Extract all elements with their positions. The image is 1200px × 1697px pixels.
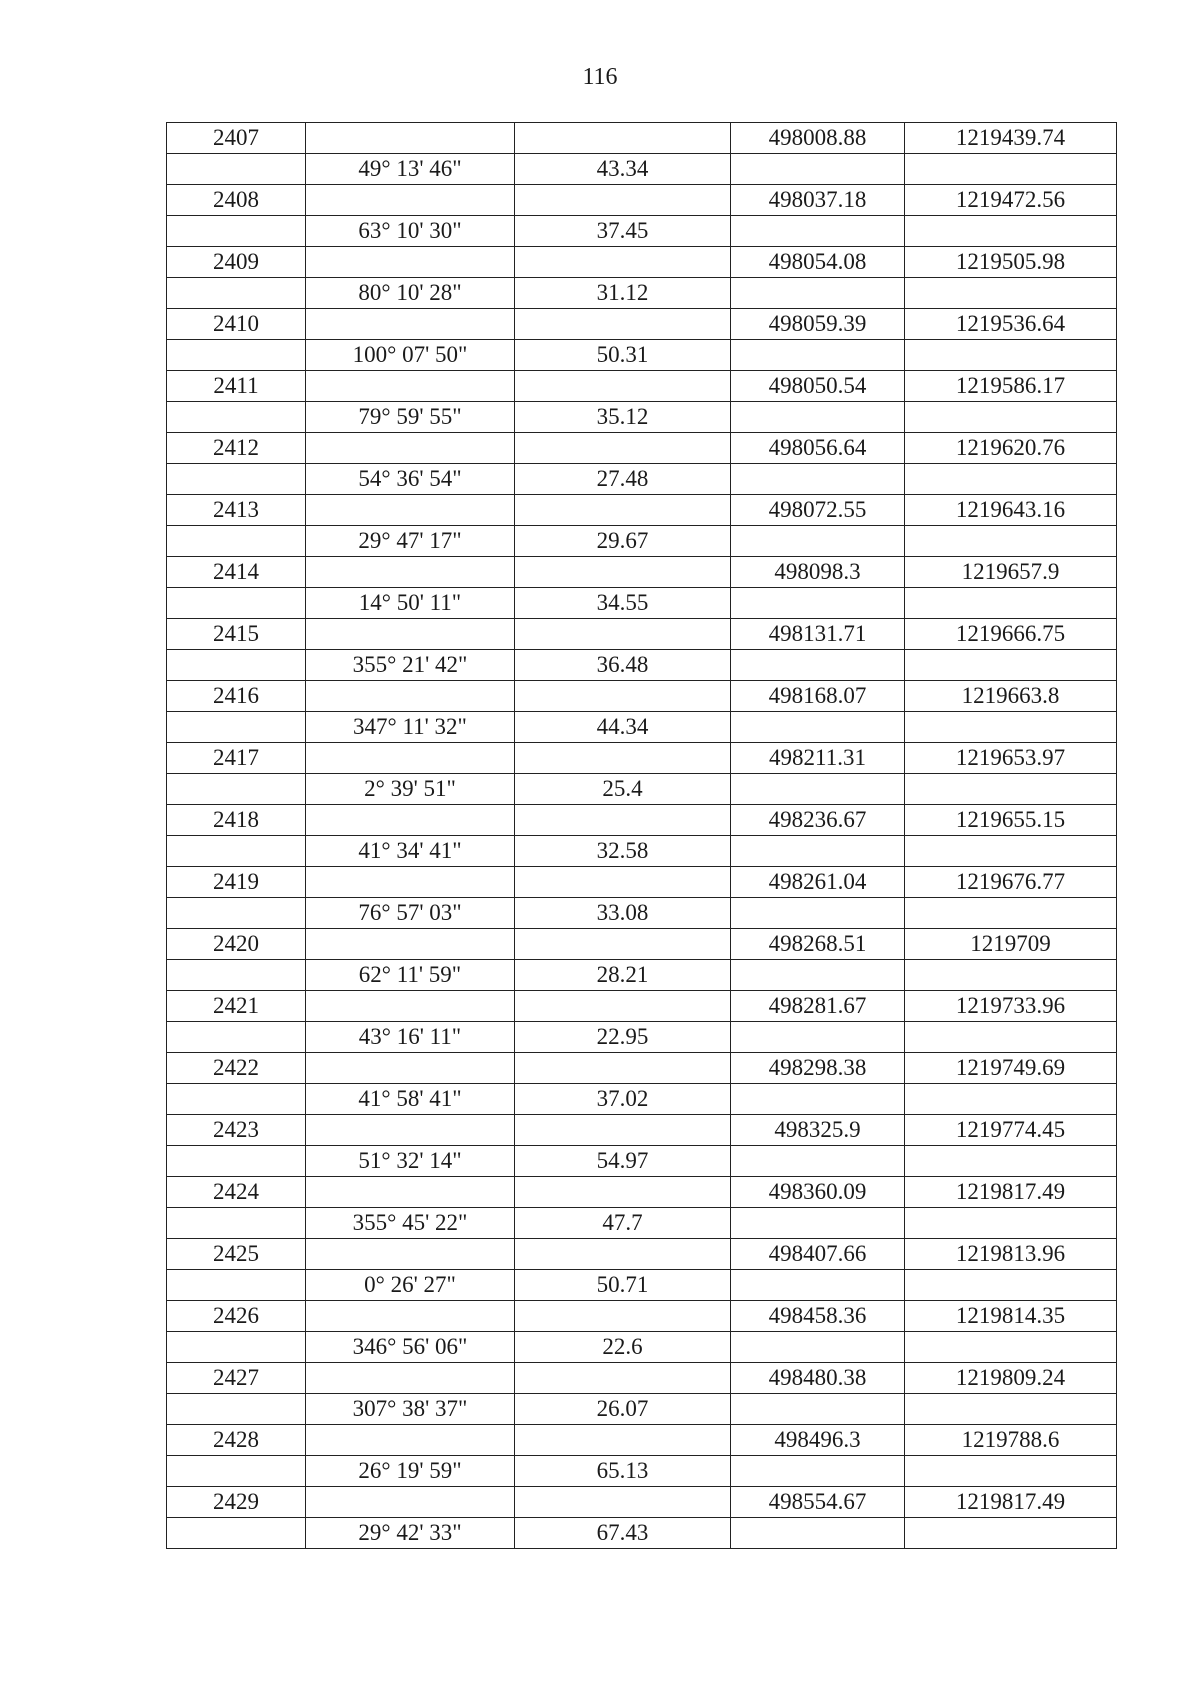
segment-row <box>167 588 1117 619</box>
y-coordinate-cell <box>905 774 1117 805</box>
segment-row <box>167 1146 1117 1177</box>
point-row <box>167 1425 1117 1456</box>
distance-cell: 31.12 <box>515 278 731 309</box>
distance-cell: 65.13 <box>515 1456 731 1487</box>
point-number-cell <box>167 1456 306 1487</box>
survey-coordinates-table <box>166 122 1117 1549</box>
y-coordinate-cell: 1219817.49 <box>905 1177 1117 1208</box>
distance-cell <box>515 1487 731 1518</box>
bearing-cell: 307° 38' 37" <box>306 1394 515 1425</box>
segment-row <box>167 1332 1117 1363</box>
y-coordinate-cell: 1219809.24 <box>905 1363 1117 1394</box>
point-number-cell: 2413 <box>167 495 306 526</box>
distance-cell: 37.02 <box>515 1084 731 1115</box>
point-number-cell: 2428 <box>167 1425 306 1456</box>
distance-cell <box>515 1363 731 1394</box>
distance-cell: 22.6 <box>515 1332 731 1363</box>
y-coordinate-cell <box>905 1208 1117 1239</box>
distance-cell <box>515 557 731 588</box>
table-body <box>167 123 1117 1549</box>
y-coordinate-cell <box>905 1084 1117 1115</box>
distance-cell: 25.4 <box>515 774 731 805</box>
distance-cell: 67.43 <box>515 1518 731 1549</box>
bearing-cell <box>306 1487 515 1518</box>
point-row <box>167 1239 1117 1270</box>
segment-row <box>167 1394 1117 1425</box>
x-coordinate-cell: 498050.54 <box>731 371 905 402</box>
y-coordinate-cell <box>905 278 1117 309</box>
point-row <box>167 1487 1117 1518</box>
point-number-cell <box>167 588 306 619</box>
x-coordinate-cell <box>731 1208 905 1239</box>
bearing-cell <box>306 495 515 526</box>
bearing-cell: 355° 21' 42" <box>306 650 515 681</box>
x-coordinate-cell: 498281.67 <box>731 991 905 1022</box>
point-number-cell <box>167 1022 306 1053</box>
segment-row <box>167 464 1117 495</box>
point-number-cell: 2423 <box>167 1115 306 1146</box>
point-number-cell: 2414 <box>167 557 306 588</box>
point-row <box>167 123 1117 154</box>
distance-cell <box>515 309 731 340</box>
distance-cell <box>515 805 731 836</box>
segment-row <box>167 712 1117 743</box>
y-coordinate-cell <box>905 1518 1117 1549</box>
y-coordinate-cell: 1219657.9 <box>905 557 1117 588</box>
distance-cell <box>515 991 731 1022</box>
point-row <box>167 557 1117 588</box>
y-coordinate-cell: 1219676.77 <box>905 867 1117 898</box>
bearing-cell: 54° 36' 54" <box>306 464 515 495</box>
point-number-cell: 2407 <box>167 123 306 154</box>
y-coordinate-cell: 1219814.35 <box>905 1301 1117 1332</box>
y-coordinate-cell: 1219620.76 <box>905 433 1117 464</box>
point-number-cell <box>167 836 306 867</box>
bearing-cell <box>306 433 515 464</box>
point-row <box>167 929 1117 960</box>
y-coordinate-cell <box>905 216 1117 247</box>
x-coordinate-cell: 498325.9 <box>731 1115 905 1146</box>
point-number-cell: 2410 <box>167 309 306 340</box>
page-number: 116 <box>582 64 618 90</box>
y-coordinate-cell <box>905 154 1117 185</box>
point-number-cell <box>167 1332 306 1363</box>
x-coordinate-cell: 498480.38 <box>731 1363 905 1394</box>
x-coordinate-cell: 498496.3 <box>731 1425 905 1456</box>
x-coordinate-cell: 498360.09 <box>731 1177 905 1208</box>
point-row <box>167 805 1117 836</box>
bearing-cell <box>306 1363 515 1394</box>
point-row <box>167 681 1117 712</box>
x-coordinate-cell: 498168.07 <box>731 681 905 712</box>
point-row <box>167 433 1117 464</box>
point-number-cell: 2420 <box>167 929 306 960</box>
y-coordinate-cell: 1219586.17 <box>905 371 1117 402</box>
distance-cell: 34.55 <box>515 588 731 619</box>
bearing-cell: 63° 10' 30" <box>306 216 515 247</box>
y-coordinate-cell: 1219655.15 <box>905 805 1117 836</box>
segment-row <box>167 154 1117 185</box>
y-coordinate-cell <box>905 650 1117 681</box>
point-number-cell <box>167 1146 306 1177</box>
x-coordinate-cell: 498458.36 <box>731 1301 905 1332</box>
x-coordinate-cell <box>731 1084 905 1115</box>
distance-cell <box>515 681 731 712</box>
point-row <box>167 991 1117 1022</box>
bearing-cell: 29° 42' 33" <box>306 1518 515 1549</box>
x-coordinate-cell: 498261.04 <box>731 867 905 898</box>
point-number-cell <box>167 464 306 495</box>
point-number-cell <box>167 650 306 681</box>
y-coordinate-cell: 1219817.49 <box>905 1487 1117 1518</box>
bearing-cell <box>306 1425 515 1456</box>
point-row <box>167 1301 1117 1332</box>
distance-cell: 47.7 <box>515 1208 731 1239</box>
segment-row <box>167 774 1117 805</box>
point-number-cell <box>167 1518 306 1549</box>
y-coordinate-cell: 1219643.16 <box>905 495 1117 526</box>
bearing-cell <box>306 1115 515 1146</box>
point-row <box>167 309 1117 340</box>
point-number-cell: 2427 <box>167 1363 306 1394</box>
point-row <box>167 247 1117 278</box>
y-coordinate-cell <box>905 712 1117 743</box>
segment-row <box>167 960 1117 991</box>
point-number-cell: 2415 <box>167 619 306 650</box>
distance-cell <box>515 123 731 154</box>
bearing-cell <box>306 867 515 898</box>
point-number-cell: 2429 <box>167 1487 306 1518</box>
y-coordinate-cell: 1219709 <box>905 929 1117 960</box>
x-coordinate-cell: 498554.67 <box>731 1487 905 1518</box>
point-number-cell: 2426 <box>167 1301 306 1332</box>
bearing-cell <box>306 1053 515 1084</box>
bearing-cell: 43° 16' 11" <box>306 1022 515 1053</box>
y-coordinate-cell: 1219666.75 <box>905 619 1117 650</box>
point-number-cell: 2411 <box>167 371 306 402</box>
y-coordinate-cell <box>905 1456 1117 1487</box>
point-row <box>167 867 1117 898</box>
bearing-cell <box>306 1177 515 1208</box>
bearing-cell: 100° 07' 50" <box>306 340 515 371</box>
x-coordinate-cell <box>731 960 905 991</box>
distance-cell: 50.31 <box>515 340 731 371</box>
distance-cell: 36.48 <box>515 650 731 681</box>
distance-cell <box>515 619 731 650</box>
point-number-cell <box>167 216 306 247</box>
x-coordinate-cell: 498407.66 <box>731 1239 905 1270</box>
point-row <box>167 495 1117 526</box>
y-coordinate-cell <box>905 836 1117 867</box>
bearing-cell: 41° 34' 41" <box>306 836 515 867</box>
distance-cell: 32.58 <box>515 836 731 867</box>
x-coordinate-cell <box>731 154 905 185</box>
point-number-cell: 2421 <box>167 991 306 1022</box>
point-number-cell <box>167 712 306 743</box>
segment-row <box>167 1518 1117 1549</box>
distance-cell: 37.45 <box>515 216 731 247</box>
point-number-cell: 2418 <box>167 805 306 836</box>
bearing-cell <box>306 557 515 588</box>
distance-cell <box>515 1177 731 1208</box>
segment-row <box>167 1084 1117 1115</box>
x-coordinate-cell <box>731 526 905 557</box>
y-coordinate-cell <box>905 526 1117 557</box>
x-coordinate-cell <box>731 712 905 743</box>
bearing-cell: 80° 10' 28" <box>306 278 515 309</box>
bearing-cell: 62° 11' 59" <box>306 960 515 991</box>
x-coordinate-cell <box>731 774 905 805</box>
distance-cell: 26.07 <box>515 1394 731 1425</box>
distance-cell: 27.48 <box>515 464 731 495</box>
point-number-cell: 2422 <box>167 1053 306 1084</box>
distance-cell <box>515 247 731 278</box>
y-coordinate-cell: 1219788.6 <box>905 1425 1117 1456</box>
x-coordinate-cell <box>731 402 905 433</box>
point-number-cell <box>167 898 306 929</box>
point-number-cell: 2417 <box>167 743 306 774</box>
y-coordinate-cell <box>905 1270 1117 1301</box>
bearing-cell: 76° 57' 03" <box>306 898 515 929</box>
x-coordinate-cell: 498037.18 <box>731 185 905 216</box>
bearing-cell <box>306 681 515 712</box>
x-coordinate-cell: 498236.67 <box>731 805 905 836</box>
bearing-cell: 49° 13' 46" <box>306 154 515 185</box>
point-number-cell: 2408 <box>167 185 306 216</box>
point-number-cell: 2419 <box>167 867 306 898</box>
distance-cell <box>515 185 731 216</box>
point-row <box>167 1177 1117 1208</box>
point-row <box>167 1363 1117 1394</box>
distance-cell: 22.95 <box>515 1022 731 1053</box>
point-number-cell: 2416 <box>167 681 306 712</box>
point-row <box>167 619 1117 650</box>
x-coordinate-cell <box>731 588 905 619</box>
x-coordinate-cell <box>731 1394 905 1425</box>
distance-cell <box>515 1115 731 1146</box>
x-coordinate-cell: 498131.71 <box>731 619 905 650</box>
distance-cell: 44.34 <box>515 712 731 743</box>
point-number-cell <box>167 526 306 557</box>
y-coordinate-cell <box>905 464 1117 495</box>
point-number-cell <box>167 1208 306 1239</box>
bearing-cell: 0° 26' 27" <box>306 1270 515 1301</box>
y-coordinate-cell <box>905 1394 1117 1425</box>
bearing-cell <box>306 991 515 1022</box>
point-row <box>167 1115 1117 1146</box>
y-coordinate-cell: 1219472.56 <box>905 185 1117 216</box>
point-number-cell: 2424 <box>167 1177 306 1208</box>
bearing-cell <box>306 619 515 650</box>
segment-row <box>167 216 1117 247</box>
y-coordinate-cell: 1219439.74 <box>905 123 1117 154</box>
point-number-cell <box>167 402 306 433</box>
bearing-cell: 355° 45' 22" <box>306 1208 515 1239</box>
distance-cell: 54.97 <box>515 1146 731 1177</box>
x-coordinate-cell: 498056.64 <box>731 433 905 464</box>
bearing-cell <box>306 247 515 278</box>
segment-row <box>167 836 1117 867</box>
point-number-cell: 2412 <box>167 433 306 464</box>
segment-row <box>167 1456 1117 1487</box>
segment-row <box>167 278 1117 309</box>
point-number-cell <box>167 278 306 309</box>
x-coordinate-cell <box>731 278 905 309</box>
point-number-cell: 2409 <box>167 247 306 278</box>
point-number-cell <box>167 154 306 185</box>
x-coordinate-cell <box>731 1146 905 1177</box>
segment-row <box>167 402 1117 433</box>
y-coordinate-cell: 1219774.45 <box>905 1115 1117 1146</box>
distance-cell: 33.08 <box>515 898 731 929</box>
x-coordinate-cell <box>731 1332 905 1363</box>
y-coordinate-cell <box>905 340 1117 371</box>
segment-row <box>167 526 1117 557</box>
x-coordinate-cell <box>731 1022 905 1053</box>
bearing-cell <box>306 309 515 340</box>
y-coordinate-cell <box>905 898 1117 929</box>
point-row <box>167 1053 1117 1084</box>
segment-row <box>167 340 1117 371</box>
y-coordinate-cell: 1219663.8 <box>905 681 1117 712</box>
y-coordinate-cell: 1219749.69 <box>905 1053 1117 1084</box>
y-coordinate-cell <box>905 960 1117 991</box>
segment-row <box>167 1270 1117 1301</box>
y-coordinate-cell <box>905 402 1117 433</box>
bearing-cell: 346° 56' 06" <box>306 1332 515 1363</box>
distance-cell <box>515 1425 731 1456</box>
y-coordinate-cell: 1219505.98 <box>905 247 1117 278</box>
bearing-cell <box>306 1301 515 1332</box>
x-coordinate-cell <box>731 216 905 247</box>
segment-row <box>167 898 1117 929</box>
distance-cell <box>515 929 731 960</box>
distance-cell: 28.21 <box>515 960 731 991</box>
bearing-cell <box>306 805 515 836</box>
y-coordinate-cell: 1219813.96 <box>905 1239 1117 1270</box>
bearing-cell <box>306 929 515 960</box>
bearing-cell <box>306 185 515 216</box>
distance-cell <box>515 1053 731 1084</box>
x-coordinate-cell <box>731 836 905 867</box>
x-coordinate-cell <box>731 650 905 681</box>
y-coordinate-cell: 1219536.64 <box>905 309 1117 340</box>
point-row <box>167 185 1117 216</box>
bearing-cell: 14° 50' 11" <box>306 588 515 619</box>
point-number-cell: 2425 <box>167 1239 306 1270</box>
x-coordinate-cell <box>731 464 905 495</box>
point-row <box>167 743 1117 774</box>
x-coordinate-cell: 498008.88 <box>731 123 905 154</box>
bearing-cell <box>306 743 515 774</box>
y-coordinate-cell <box>905 588 1117 619</box>
x-coordinate-cell <box>731 1456 905 1487</box>
x-coordinate-cell: 498072.55 <box>731 495 905 526</box>
distance-cell <box>515 1239 731 1270</box>
point-number-cell <box>167 340 306 371</box>
x-coordinate-cell: 498098.3 <box>731 557 905 588</box>
bearing-cell: 2° 39' 51" <box>306 774 515 805</box>
segment-row <box>167 1208 1117 1239</box>
x-coordinate-cell <box>731 340 905 371</box>
point-number-cell <box>167 960 306 991</box>
x-coordinate-cell <box>731 1518 905 1549</box>
distance-cell <box>515 743 731 774</box>
distance-cell: 29.67 <box>515 526 731 557</box>
bearing-cell <box>306 123 515 154</box>
distance-cell <box>515 867 731 898</box>
y-coordinate-cell: 1219653.97 <box>905 743 1117 774</box>
point-number-cell <box>167 1084 306 1115</box>
y-coordinate-cell: 1219733.96 <box>905 991 1117 1022</box>
y-coordinate-cell <box>905 1022 1117 1053</box>
bearing-cell <box>306 371 515 402</box>
bearing-cell: 347° 11' 32" <box>306 712 515 743</box>
distance-cell: 50.71 <box>515 1270 731 1301</box>
x-coordinate-cell <box>731 1270 905 1301</box>
point-number-cell <box>167 774 306 805</box>
bearing-cell <box>306 1239 515 1270</box>
distance-cell <box>515 433 731 464</box>
point-row <box>167 371 1117 402</box>
segment-row <box>167 650 1117 681</box>
distance-cell: 43.34 <box>515 154 731 185</box>
bearing-cell: 79° 59' 55" <box>306 402 515 433</box>
x-coordinate-cell <box>731 898 905 929</box>
x-coordinate-cell: 498059.39 <box>731 309 905 340</box>
point-number-cell <box>167 1270 306 1301</box>
x-coordinate-cell: 498054.08 <box>731 247 905 278</box>
bearing-cell: 51° 32' 14" <box>306 1146 515 1177</box>
bearing-cell: 26° 19' 59" <box>306 1456 515 1487</box>
x-coordinate-cell: 498268.51 <box>731 929 905 960</box>
x-coordinate-cell: 498211.31 <box>731 743 905 774</box>
point-number-cell <box>167 1394 306 1425</box>
y-coordinate-cell <box>905 1146 1117 1177</box>
distance-cell <box>515 371 731 402</box>
distance-cell: 35.12 <box>515 402 731 433</box>
bearing-cell: 41° 58' 41" <box>306 1084 515 1115</box>
y-coordinate-cell <box>905 1332 1117 1363</box>
x-coordinate-cell: 498298.38 <box>731 1053 905 1084</box>
bearing-cell: 29° 47' 17" <box>306 526 515 557</box>
distance-cell <box>515 1301 731 1332</box>
segment-row <box>167 1022 1117 1053</box>
distance-cell <box>515 495 731 526</box>
